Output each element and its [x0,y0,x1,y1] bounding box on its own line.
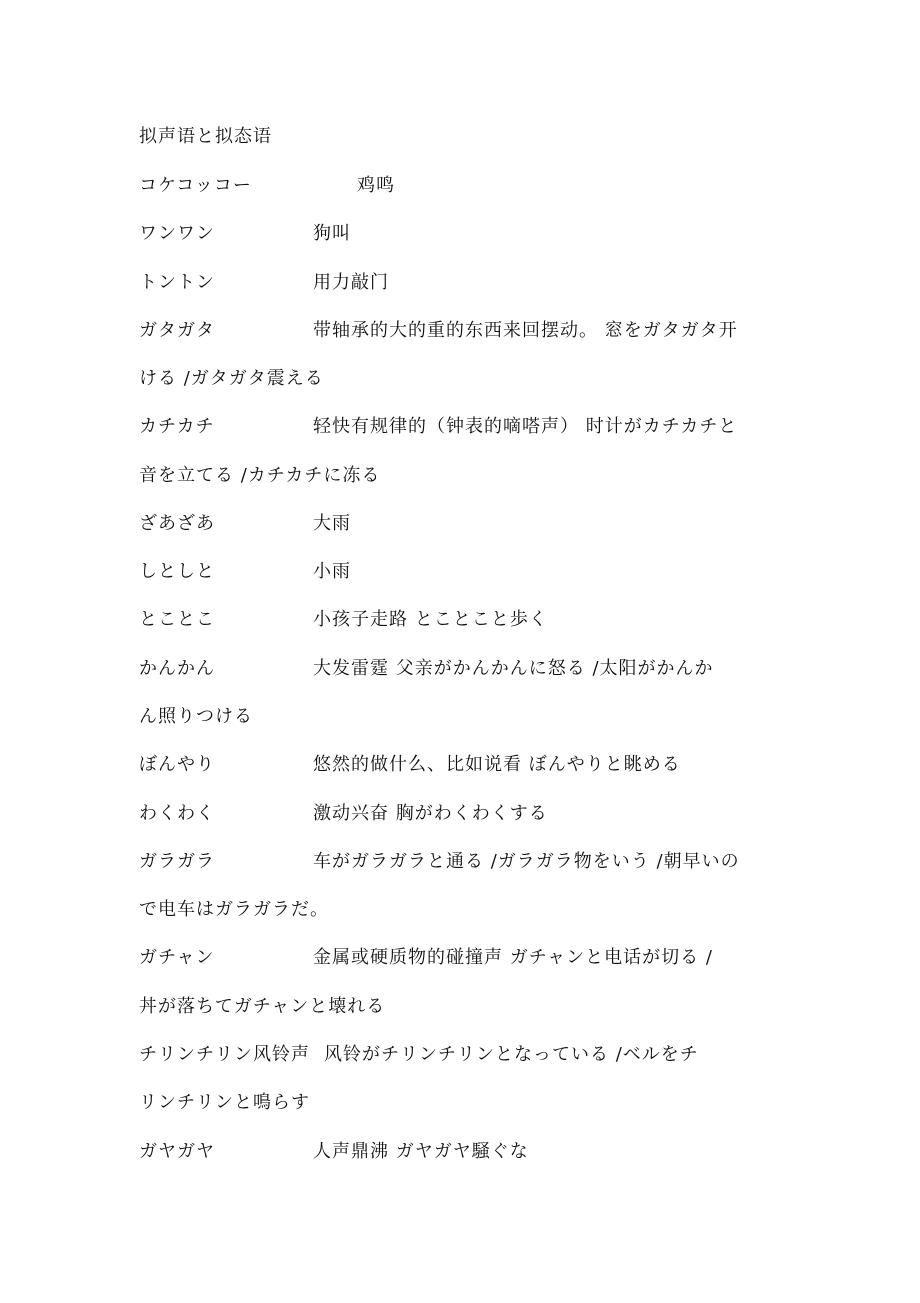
entry-line [139,799,779,829]
entry-desc: 带轴承的大的重的东西来回摆动。 窓をガタガタ开 [313,320,738,341]
entry-desc-cont: 音を立てる /カチカチに冻る [139,465,381,486]
entry-line [139,557,779,587]
entry-line [139,654,779,684]
entry-desc-cont: リンチリンと鳴らす [139,1092,310,1113]
entry-term: ざあざあ [139,513,215,534]
entry-desc: 小孩子走路 とことこと歩く [313,609,548,630]
entry-term: ぼんやり [139,754,215,775]
entry-term: カチカチ [139,416,215,437]
entry-desc-cont: ける /ガタガタ震える [139,368,324,389]
entry-line [139,847,779,877]
entry-desc: 用力敲门 [313,272,389,293]
entry-continuation [139,364,779,394]
entry-line [139,605,779,635]
entry-line [139,412,779,442]
entry-line [139,1137,779,1167]
entry-continuation [139,702,779,732]
entry-desc-cont: で电车はガラガラだ。 [139,899,329,920]
entry-line [139,316,779,346]
entry-term: ガタガタ [139,320,215,341]
entry-continuation [139,895,779,925]
entry-term: とことこ [139,609,215,630]
entry-term: ガラガラ [139,851,215,872]
entry-desc: 狗叫 [313,223,351,244]
entry-desc: 大发雷霆 父亲がかんかんに怒る /太阳がかんか [313,658,714,679]
entry-continuation [139,1088,779,1118]
entry-term: コケコッコー [139,175,252,196]
entry-line [139,1040,779,1070]
entry-desc: 轻快有规律的（钟表的嘀嗒声） 时计がカチカチと [313,416,738,437]
entry-term: しとしと [139,561,215,582]
entry-desc: 激动兴奋 胸がわくわくする [313,803,548,824]
entry-line [139,943,779,973]
entry-desc: 悠然的做什么、比如说看 ぼんやりと眺める [313,754,681,775]
entry-line [139,750,779,780]
entry-term: かんかん [139,658,215,679]
entry-desc: 大雨 [313,513,351,534]
entry-term: トントン [139,272,215,293]
entry-term: ガヤガヤ [139,1141,215,1162]
title-text: 拟声语と拟态语 [139,126,272,147]
entry-desc-cont: 丼が落ちてガチャンと壊れる [139,996,386,1017]
entry-desc: 风铃がチリンチリンとなっている /ベルをチ [324,1044,699,1065]
entry-line [139,268,779,298]
entry-continuation [139,461,779,491]
entry-desc: 小雨 [313,561,351,582]
entry-desc: 人声鼎沸 ガヤガヤ騒ぐな [313,1141,529,1162]
entry-desc: 车がガラガラと通る /ガラガラ物をいう /朝早いの [313,851,740,872]
entry-desc: 金属或硬质物的碰撞声 ガチャンと电话が切る / [313,947,713,968]
entry-term: チリンチリン风铃声 [139,1044,310,1065]
entry-term: わくわく [139,803,215,824]
entry-term: ガチャン [139,947,215,968]
entry-line [139,509,779,539]
entry-desc: 鸡鸣 [357,175,395,196]
entry-line [139,219,779,249]
entry-term: ワンワン [139,223,215,244]
entry-continuation [139,992,779,1022]
entry-line [139,171,779,201]
entry-desc-cont: ん照りつける [139,706,253,727]
page-title [139,122,779,152]
